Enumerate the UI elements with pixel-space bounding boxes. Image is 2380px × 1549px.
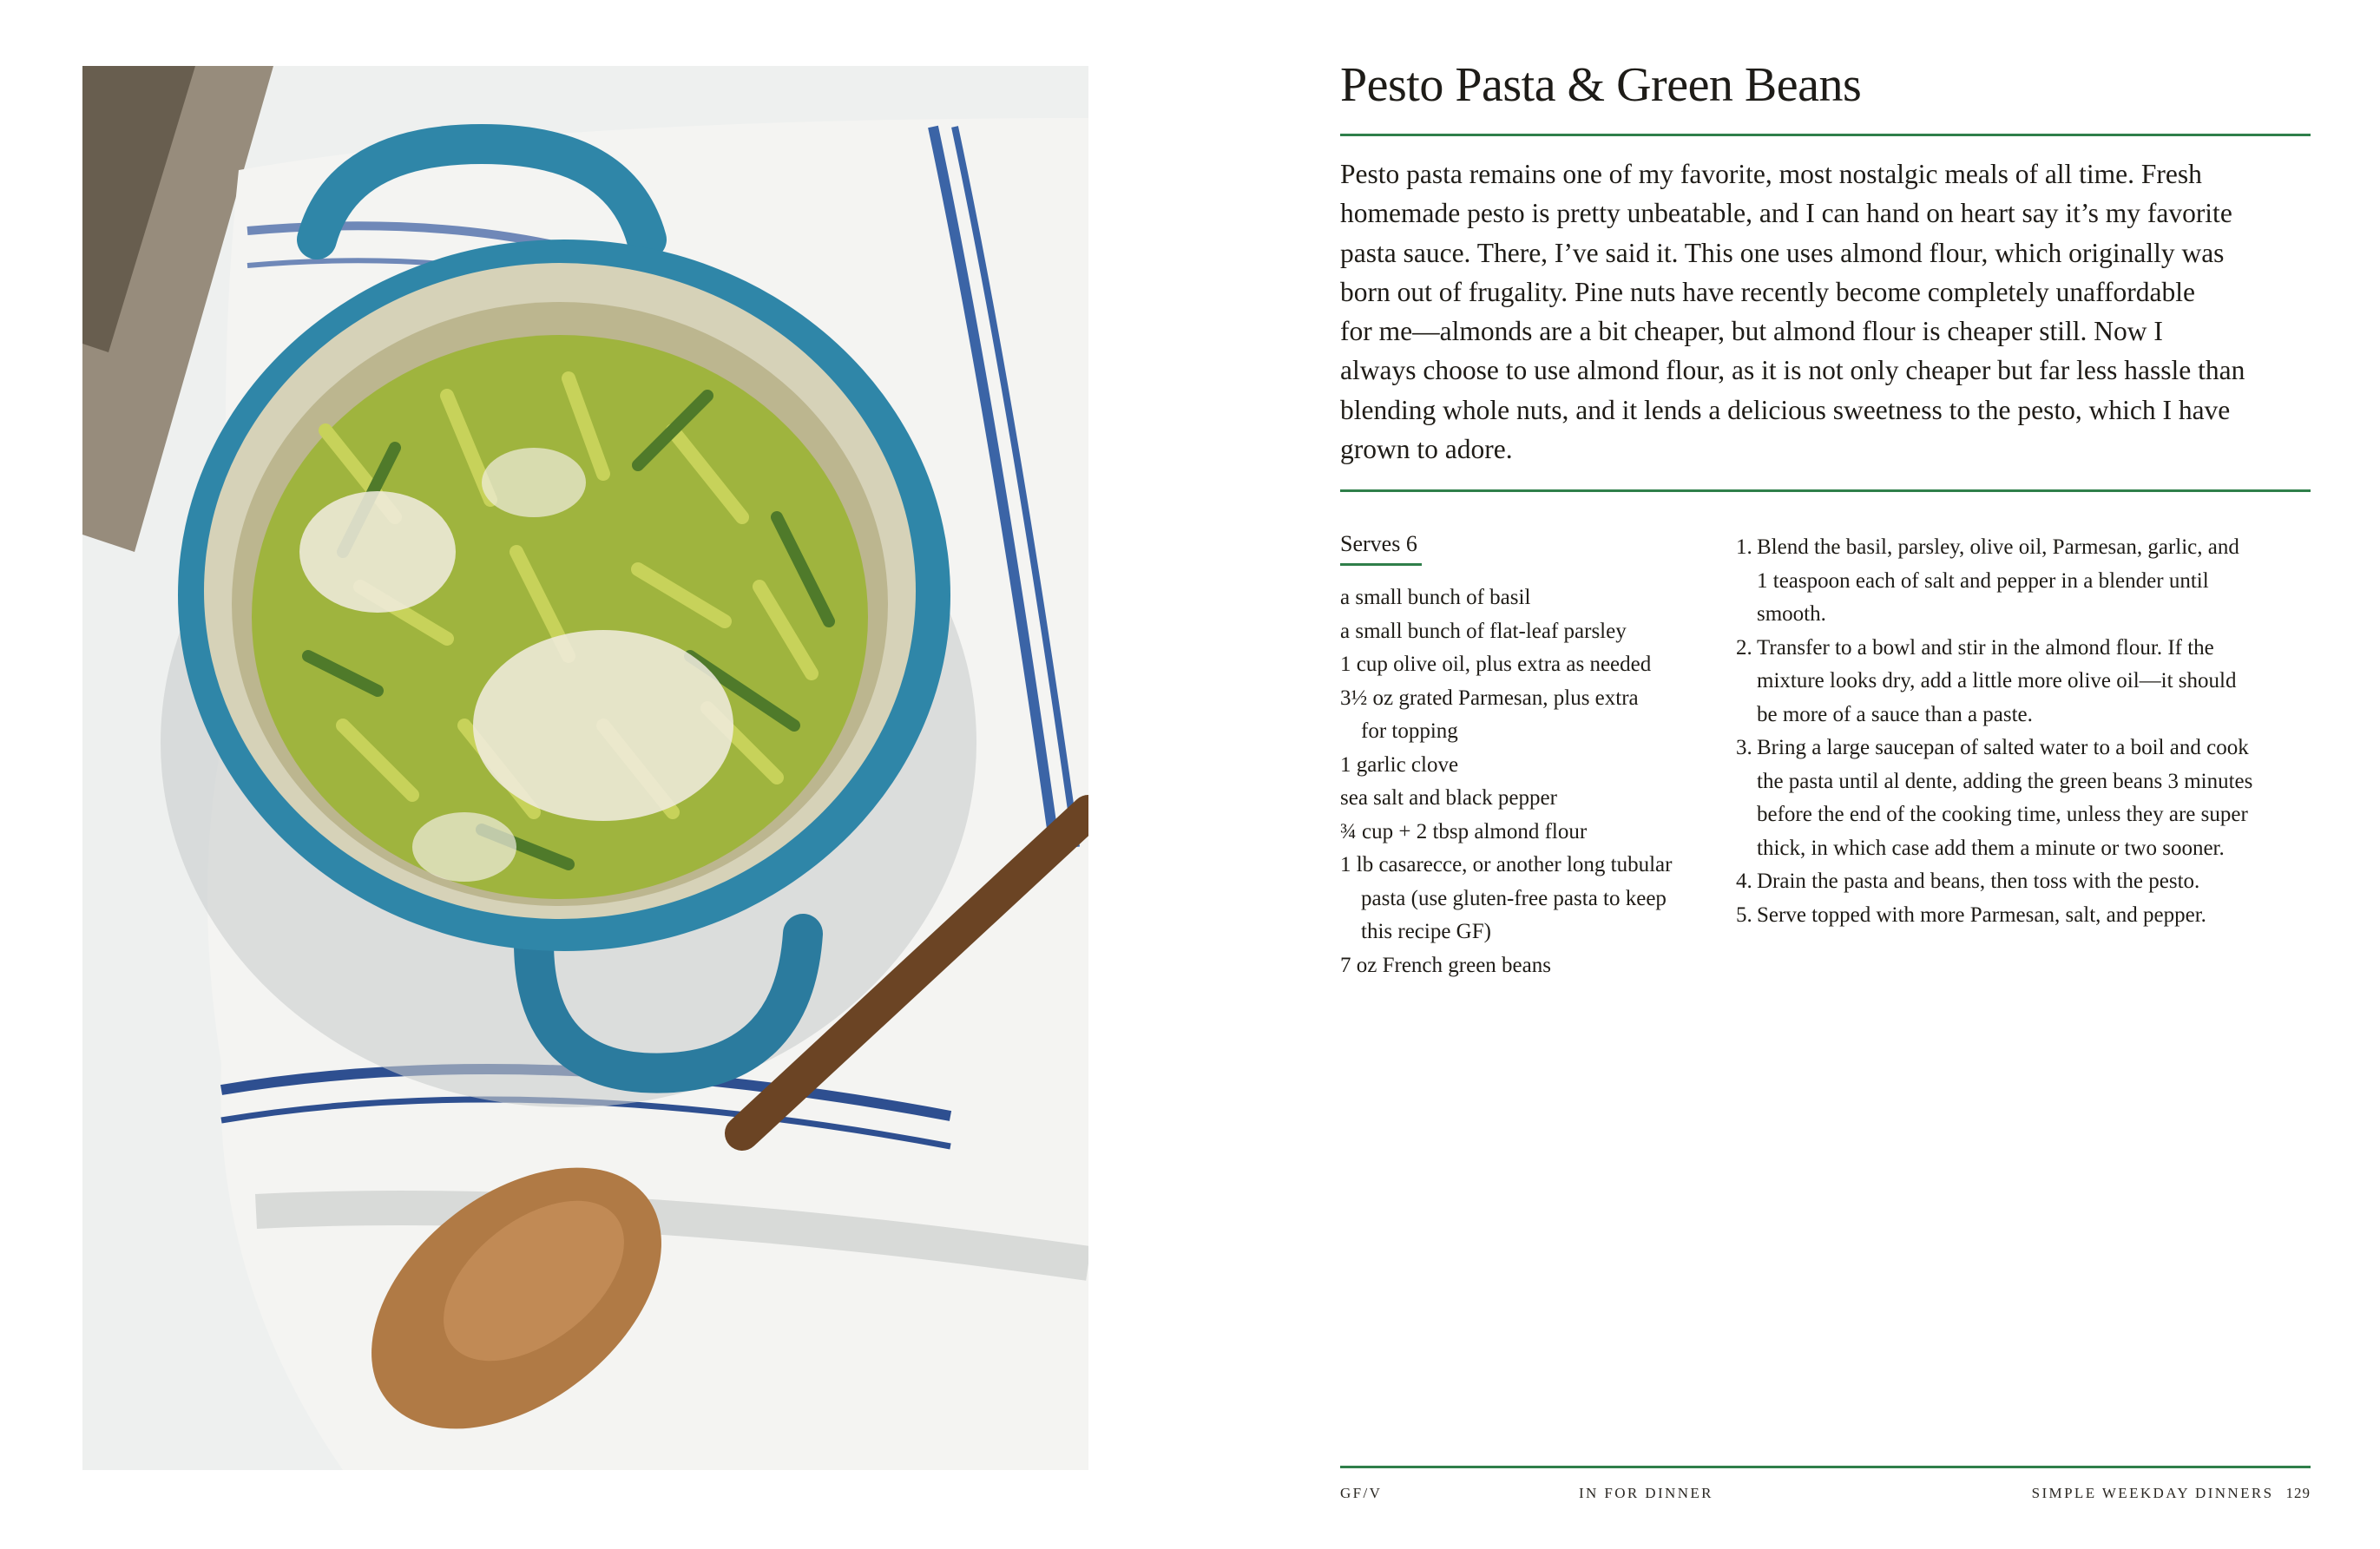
intro-line: homemade pesto is pretty unbeatable, and I can hand on heart say it’s my favorite: [1340, 198, 2232, 229]
method-step: 3. Bring a large saucepan of salted water to a boil and cook the pasta until al dente, adding the green beans 3 minutes before the end of the cooking time, unless they are super thick, in which case add them a minute or two sooner.: [1736, 732, 2318, 865]
ingredient-item: sea salt and black pepper: [1340, 786, 1557, 810]
recipe-page: [1340, 0, 2311, 1549]
intro-divider: [1340, 489, 2311, 492]
footer-chapter-title: SIMPLE WEEKDAY DINNERS: [2031, 1485, 2274, 1501]
step-number: 2.: [1736, 635, 1752, 660]
recipe-photo: [82, 66, 1088, 1470]
ingredient-item: 3½ oz grated Parmesan, plus extra for topping: [1340, 686, 1639, 743]
ingredient-item: 1 lb casarecce, or another long tubular pasta (use gluten-free pasta to keep this recipe GF): [1340, 853, 1673, 943]
intro-line: blending whole nuts, and it lends a delicious sweetness to the pesto, which I have: [1340, 394, 2231, 425]
step-number: 1.: [1736, 535, 1752, 559]
ingredient-item: 7 oz French green beans: [1340, 953, 1551, 977]
intro-line: always choose to use almond flour, as it is not only cheaper but far less hassle than: [1340, 355, 2245, 386]
method-step: 5. Serve topped with more Parmesan, salt, and pepper.: [1736, 899, 2318, 933]
recipe-title: Pesto Pasta & Green Beans: [1340, 58, 1862, 112]
intro-line: grown to adore.: [1340, 434, 1513, 465]
method-step: 2. Transfer to a bowl and stir in the almond flour. If the mixture looks dry, add a little more olive oil—it should be more of a sauce than a paste.: [1736, 632, 2318, 732]
step-number: 5.: [1736, 902, 1752, 927]
footer-section: IN FOR DINNER: [1579, 1485, 1713, 1501]
ingredient-item: 1 garlic clove: [1340, 752, 1459, 777]
footer-chapter: [2032, 1485, 2311, 1511]
page-number: 129: [2285, 1485, 2311, 1501]
method-list: [1736, 531, 2318, 932]
ingredient-item: a small bunch of basil: [1340, 586, 1531, 609]
serves-underline: [1340, 563, 1422, 566]
step-number: 4.: [1736, 870, 1752, 893]
ingredient-list: [1340, 581, 1713, 982]
step-number: 3.: [1736, 736, 1752, 759]
method-step: 4. Drain the pasta and beans, then toss with the pesto.: [1736, 865, 2318, 899]
footer-divider: [1340, 1466, 2311, 1468]
ingredient-item: 1 cup olive oil, plus extra as needed: [1340, 653, 1652, 676]
intro-line: born out of frugality. Pine nuts have recently become completely unaffordable: [1340, 276, 2195, 307]
recipe-intro: [1340, 154, 2311, 469]
serves-label: Serves 6: [1340, 531, 1417, 556]
ingredient-item: ¾ cup + 2 tbsp almond flour: [1340, 819, 1588, 843]
intro-line: pasta sauce. There, I’ve said it. This one uses almond flour, which originally was: [1340, 237, 2225, 268]
method-step: 1. Blend the basil, parsley, olive oil, Parmesan, garlic, and 1 teaspoon each of salt and pepper in a blender until smooth.: [1736, 531, 2318, 632]
footer-diet-tag: GF/V: [1340, 1485, 1383, 1501]
title-divider: [1340, 134, 2311, 136]
intro-line: Pesto pasta remains one of my favorite, most nostalgic meals of all time. Fresh: [1340, 159, 2202, 189]
intro-line: for me—almonds are a bit cheaper, but almond flour is cheaper still. Now I: [1340, 316, 2163, 347]
ingredient-item: a small bunch of flat-leaf parsley: [1340, 619, 1627, 643]
